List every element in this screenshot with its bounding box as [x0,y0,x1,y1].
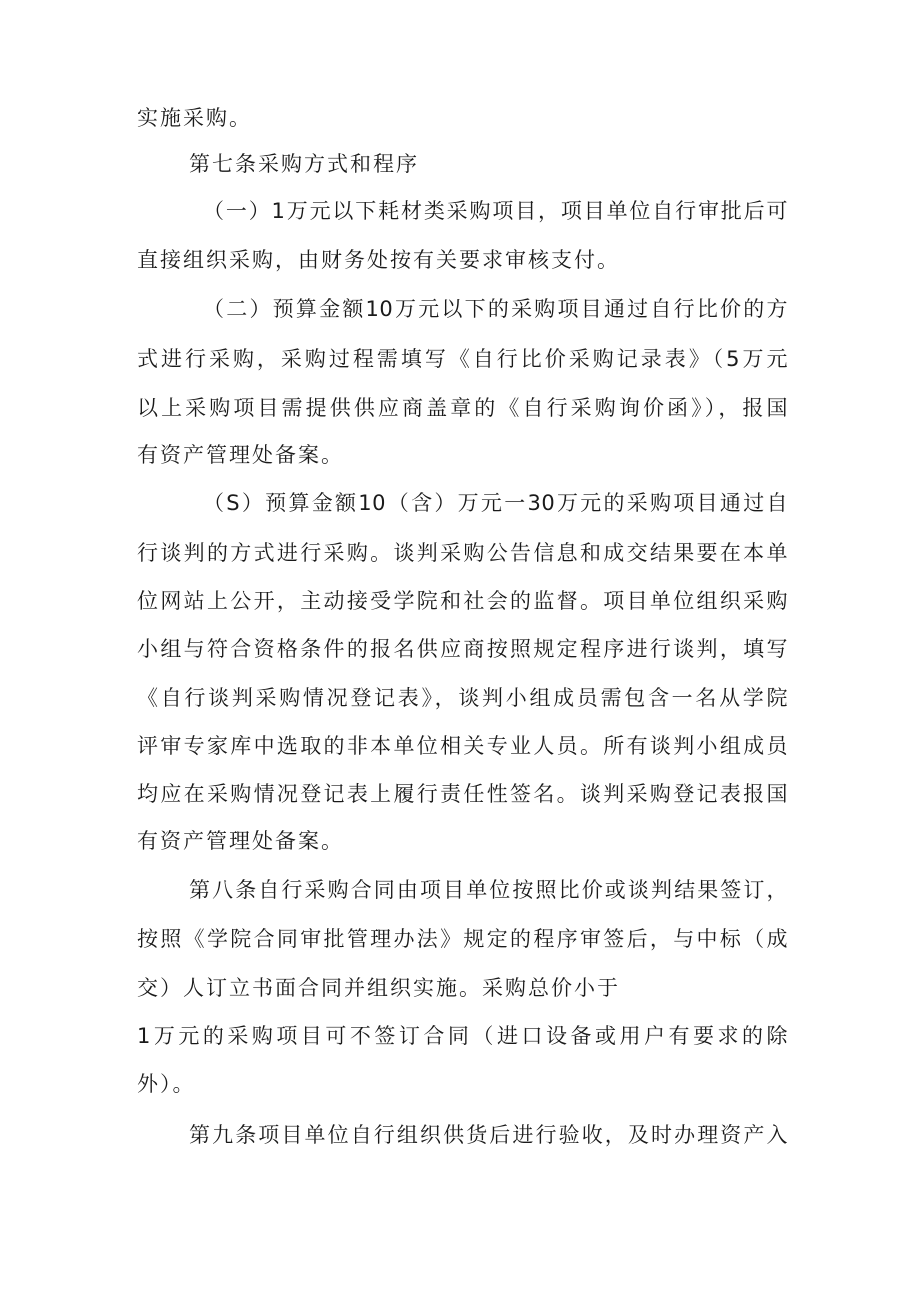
paragraph-line: 评审专家库中选取的非本单位相关专业人员。所有谈判小组成员 [137,734,788,758]
paragraph-line: 式进行采购，采购过程需填写《自行比价采购记录表》（5万元 [137,347,788,371]
paragraph-line: 1万元的采购项目可不签订合同（进口设备或用户有要求的除 [137,1024,788,1048]
paragraph-line: 均应在采购情况登记表上履行责任性签名。谈判采购登记表报国 [137,782,788,806]
paragraph-line: 行谈判的方式进行采购。谈判采购公告信息和成交结果要在本单 [137,541,788,565]
paragraph-line: 小组与符合资格条件的报名供应商按照规定程序进行谈判，填写 [137,637,788,661]
paragraph-line: 有资产管理处备案。 [137,443,344,467]
paragraph-line: （一）1万元以下耗材类采购项目，项目单位自行审批后可 [203,199,788,223]
article-heading: 第七条采购方式和程序 [189,152,419,176]
article-heading: 第九条项目单位自行组织供货后进行验收，及时办理资产入 [189,1123,788,1147]
paragraph-line: 位网站上公开，主动接受学院和社会的监督。项目单位组织采购 [137,589,788,613]
paragraph-line: 直接组织采购，由财务处按有关要求审核支付。 [137,248,620,272]
paragraph-line: 外）。 [137,1072,196,1096]
paragraph-line: 按照《学院合同审批管理办法》规定的程序审签后，与中标（成 [137,927,788,951]
paragraph-line: 以上采购项目需提供供应商盖章的《自行采购询价函》），报国 [137,396,788,420]
paragraph-line: （二）预算金额10万元以下的采购项目通过自行比价的方 [203,297,788,321]
paragraph-line: 实施采购。 [137,106,252,130]
paragraph-line: （S）预算金额10（含）万元一30万元的采购项目通过自 [203,491,788,515]
paragraph-line: 有资产管理处备案。 [137,829,344,853]
paragraph-line: 《自行谈判采购情况登记表》，谈判小组成员需包含一名从学院 [137,686,788,710]
article-heading: 第八条自行采购合同由项目单位按照比价或谈判结果签订， [189,878,788,902]
paragraph-line: 交）人订立书面合同并组织实施。采购总价小于 [137,976,620,1000]
